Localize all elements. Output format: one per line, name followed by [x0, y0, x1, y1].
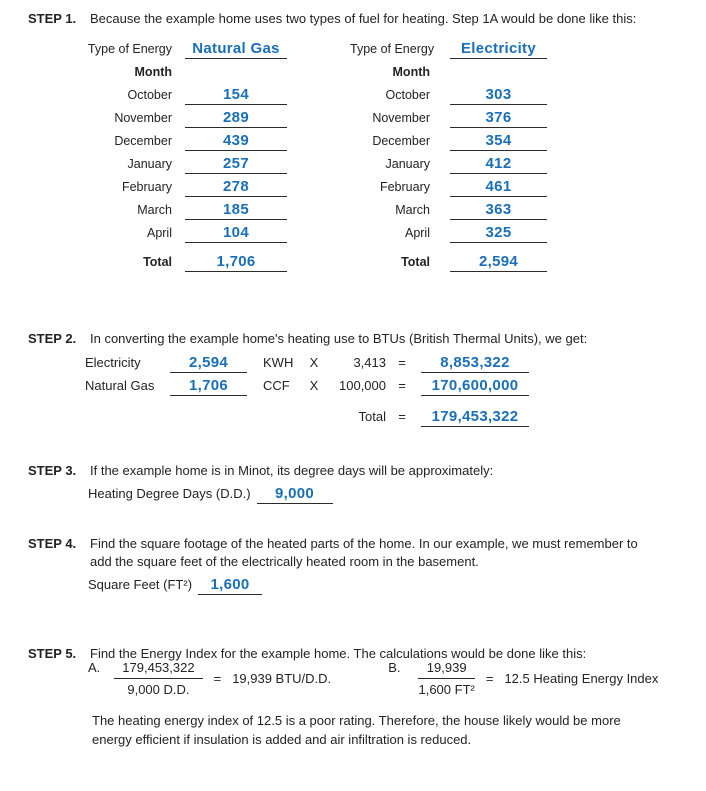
month-label: February: [379, 180, 430, 194]
type-of-energy-label: Type of Energy: [350, 42, 435, 56]
type-of-energy-row: [85, 36, 287, 59]
month-label: December: [372, 134, 430, 148]
calc-a: [88, 660, 331, 697]
month-label: March: [137, 203, 172, 217]
month-value-blank: [450, 225, 547, 243]
degree-days-value: 9,000: [275, 485, 315, 503]
step5-text: Find the Energy Index for the example home. The calculations would be done like this:: [90, 646, 587, 661]
month-value: 257: [223, 155, 249, 173]
calc-b-label: B.: [388, 660, 401, 675]
month-label: November: [372, 111, 430, 125]
step3-heading: [28, 462, 493, 480]
type-of-energy-value: Natural Gas: [192, 40, 280, 58]
total-value: 1,706: [216, 253, 256, 271]
calc-a-numerator: 179,453,322: [114, 660, 202, 679]
month-value-blank: [450, 87, 547, 105]
conversion-factor: 100,000: [339, 378, 386, 393]
total-label: Total: [401, 255, 430, 269]
month-label: October: [385, 88, 430, 102]
total-value-blank: [450, 254, 547, 272]
fuel-amount-blank: [170, 355, 247, 373]
table-row: [350, 151, 547, 174]
fuel-amount: 1,706: [188, 377, 229, 395]
month-value: 376: [485, 109, 512, 127]
month-value: 461: [485, 178, 512, 196]
calc-b-denominator: 1,600 FT²: [418, 682, 475, 697]
month-value: 104: [223, 224, 249, 242]
month-value-blank: [185, 225, 287, 243]
month-header: Month: [392, 65, 430, 79]
month-value-blank: [450, 202, 547, 220]
month-value: 439: [223, 132, 249, 150]
step5-label: STEP 5.: [28, 646, 77, 661]
btu-total-row: [85, 404, 529, 427]
table-row: [85, 128, 287, 151]
conversion-row: [85, 350, 529, 373]
step2-calculation: [85, 350, 529, 427]
month-value-blank: [450, 156, 547, 174]
month-value: 363: [485, 201, 512, 219]
month-label: April: [404, 226, 430, 240]
month-value: 278: [223, 178, 249, 196]
month-value: 185: [223, 201, 249, 219]
degree-days-blank: [257, 486, 333, 504]
btu-result: 8,853,322: [440, 354, 510, 372]
calc-a-label: A.: [88, 660, 101, 675]
square-feet-blank: [198, 577, 262, 595]
step1-text: Because the example home uses two types of fuel for heating. Step 1A would be done like this:: [90, 11, 637, 26]
calc-a-fraction: [114, 660, 202, 697]
fuel-amount-blank: [170, 378, 247, 396]
total-row: [85, 249, 287, 272]
table-row: [85, 174, 287, 197]
month-value: 303: [485, 86, 512, 104]
step4-heading: [28, 535, 640, 571]
month-label: February: [121, 180, 172, 194]
table-row: [85, 220, 287, 243]
month-value-blank: [450, 179, 547, 197]
month-value: 354: [485, 132, 512, 150]
month-value: 154: [223, 86, 249, 104]
equals-sign: =: [213, 671, 222, 686]
btu-result: 170,600,000: [431, 377, 519, 395]
fuel-amount: 2,594: [188, 354, 229, 372]
conversion-row: [85, 373, 529, 396]
equals-sign: =: [398, 409, 406, 424]
step3-text: If the example home is in Minot, its degree days will be approximately:: [90, 463, 494, 478]
total-label: Total: [143, 255, 172, 269]
unit-label: KWH: [263, 355, 294, 370]
month-value-blank: [185, 156, 287, 174]
square-feet-label: Square Feet (FT²): [88, 577, 193, 592]
month-value-blank: [185, 110, 287, 128]
table-row: [85, 82, 287, 105]
equals-sign: =: [485, 671, 494, 686]
degree-days-label: Heating Degree Days (D.D.): [88, 486, 251, 501]
month-header-row: [350, 59, 547, 82]
table-row: [350, 220, 547, 243]
month-label: March: [395, 203, 430, 217]
table-row: [85, 105, 287, 128]
month-label: January: [385, 157, 430, 171]
step1-label: STEP 1.: [28, 11, 77, 26]
type-of-energy-value: Electricity: [460, 40, 536, 58]
conclusion-note: The heating energy index of 12.5 is a poor rating. Therefore, the house likely would be more energy efficient if insulation is added and air infiltration is reduced.: [92, 713, 621, 747]
equals-sign: =: [398, 378, 406, 393]
multiply-sign: X: [309, 378, 319, 393]
btu-total-label: Total: [358, 409, 386, 424]
table-row: [350, 197, 547, 220]
month-value-blank: [185, 179, 287, 197]
month-value-blank: [185, 202, 287, 220]
total-value-blank: [185, 254, 287, 272]
calc-b-fraction: [418, 660, 474, 697]
type-of-energy-blank: [450, 41, 547, 59]
calc-b-result: 12.5 Heating Energy Index: [504, 671, 659, 686]
type-of-energy-blank: [185, 41, 287, 59]
fuel-label: Natural Gas: [85, 378, 155, 393]
month-label: December: [114, 134, 172, 148]
step1-tables: [85, 36, 547, 272]
step3-label: STEP 3.: [28, 463, 77, 478]
square-feet-value: 1,600: [210, 576, 250, 594]
energy-table-electricity: [350, 36, 547, 272]
month-value-blank: [450, 110, 547, 128]
step2-label: STEP 2.: [28, 331, 77, 346]
table-row: [350, 128, 547, 151]
step2-text: In converting the example home's heating use to BTUs (British Thermal Units), we get:: [90, 331, 588, 346]
calc-a-result: 19,939 BTU/D.D.: [232, 671, 332, 686]
step2-heading: [28, 330, 587, 348]
month-label: October: [127, 88, 172, 102]
month-value-blank: [450, 133, 547, 151]
energy-index-calculations: [88, 660, 658, 697]
btu-result-blank: [421, 378, 529, 396]
month-value: 412: [485, 155, 512, 173]
calc-b-numerator: 19,939: [418, 660, 474, 679]
month-value: 325: [485, 224, 512, 242]
square-feet-field: [88, 577, 262, 595]
month-label: January: [127, 157, 172, 171]
month-header: Month: [134, 65, 172, 79]
table-row: [85, 151, 287, 174]
energy-table-natural-gas: [85, 36, 287, 272]
unit-label: CCF: [263, 378, 290, 393]
btu-total-blank: [421, 409, 529, 427]
step4-label: STEP 4.: [28, 536, 77, 551]
degree-days-field: [88, 486, 333, 504]
equals-sign: =: [398, 355, 406, 370]
btu-total-value: 179,453,322: [431, 408, 519, 426]
type-of-energy-label: Type of Energy: [87, 42, 172, 56]
total-row: [350, 249, 547, 272]
calc-b: [388, 660, 658, 697]
multiply-sign: X: [309, 355, 319, 370]
month-value-blank: [185, 133, 287, 151]
month-value-blank: [185, 87, 287, 105]
fuel-label: Electricity: [85, 355, 141, 370]
table-row: [350, 105, 547, 128]
step1-heading: [28, 10, 636, 28]
step4-text: Find the square footage of the heated parts of the home. In our example, we must remember to add the square feet of the electrically heated room in the basement.: [90, 536, 638, 570]
type-of-energy-row: [350, 36, 547, 59]
month-value: 289: [223, 109, 249, 127]
table-row: [85, 197, 287, 220]
total-value: 2,594: [478, 253, 519, 271]
month-header-row: [85, 59, 287, 82]
month-label: April: [146, 226, 172, 240]
btu-result-blank: [421, 355, 529, 373]
table-row: [350, 174, 547, 197]
calc-a-denominator: 9,000 D.D.: [127, 682, 190, 697]
conversion-factor: 3,413: [353, 355, 386, 370]
month-label: November: [114, 111, 172, 125]
table-row: [350, 82, 547, 105]
